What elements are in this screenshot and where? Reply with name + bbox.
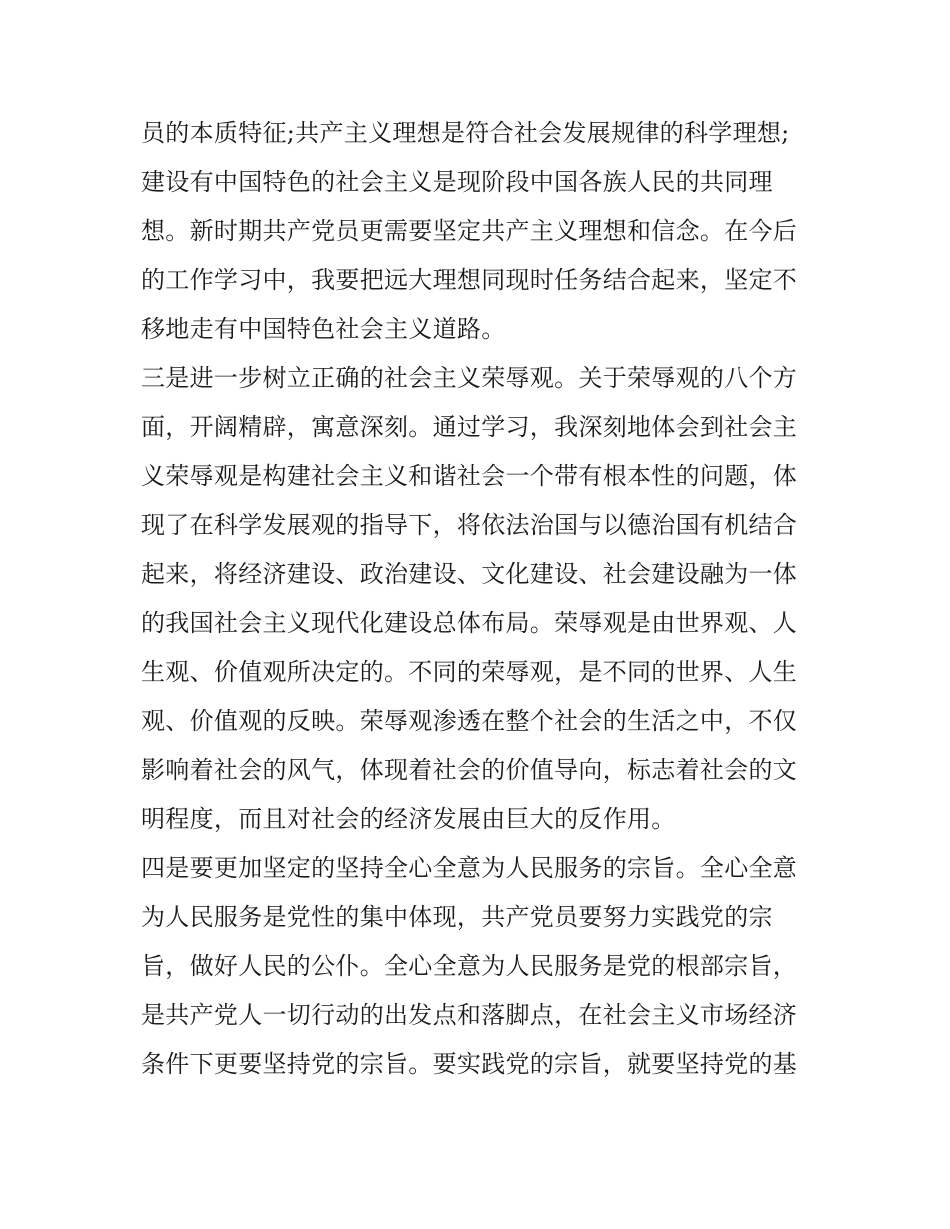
text-line: 起来，将经济建设、政治建设、文化建设、社会建设融为一体 [141,560,798,588]
text-line: 明程度，而且对社会的经济发展由巨大的反作用。 [141,805,676,833]
text-line: 想。新时期共产党员更需要坚定共产主义理想和信念。在今后 [141,217,798,245]
text-line: 观、价值观的反映。荣辱观渗透在整个社会的生活之中，不仅 [141,707,798,735]
text-line: 为人民服务是党性的集中体现，共产党员要努力实践党的宗 [141,903,773,931]
body-text [141,109,821,1089]
text-line: 条件下更要坚持党的宗旨。要实践党的宗旨，就要坚持党的基 [141,1050,798,1078]
text-line: 移地走有中国特色社会主义道路。 [141,315,506,343]
text-line: 的我国社会主义现代化建设总体布局。荣辱观是由世界观、人 [141,609,798,637]
text-line: 的工作学习中，我要把远大理想同现时任务结合起来，坚定不 [141,266,798,294]
text-line: 三是进一步树立正确的社会主义荣辱观。关于荣辱观的八个方 [141,364,798,392]
text-line: 生观、价值观所决定的。不同的荣辱观，是不同的世界、人生 [141,658,798,686]
text-line: 建设有中国特色的社会主义是现阶段中国各族人民的共同理 [141,168,773,196]
text-line: 四是要更加坚定的坚持全心全意为人民服务的宗旨。全心全意 [141,854,798,882]
text-line: 影响着社会的风气，体现着社会的价值导向，标志着社会的文 [141,756,798,784]
text-line: 员的本质特征;共产主义理想是符合社会发展规律的科学理想; [141,119,790,147]
text-line: 是共产党人一切行动的出发点和落脚点，在社会主义市场经济 [141,1001,798,1029]
text-line: 旨，做好人民的公仆。全心全意为人民服务是党的根部宗旨， [141,952,798,980]
text-line: 面，开阔精辟，寓意深刻。通过学习，我深刻地体会到社会主 [141,413,798,441]
text-line: 义荣辱观是构建社会主义和谐社会一个带有根本性的问题，体 [141,462,798,490]
text-line: 现了在科学发展观的指导下，将依法治国与以德治国有机结合 [141,511,798,539]
